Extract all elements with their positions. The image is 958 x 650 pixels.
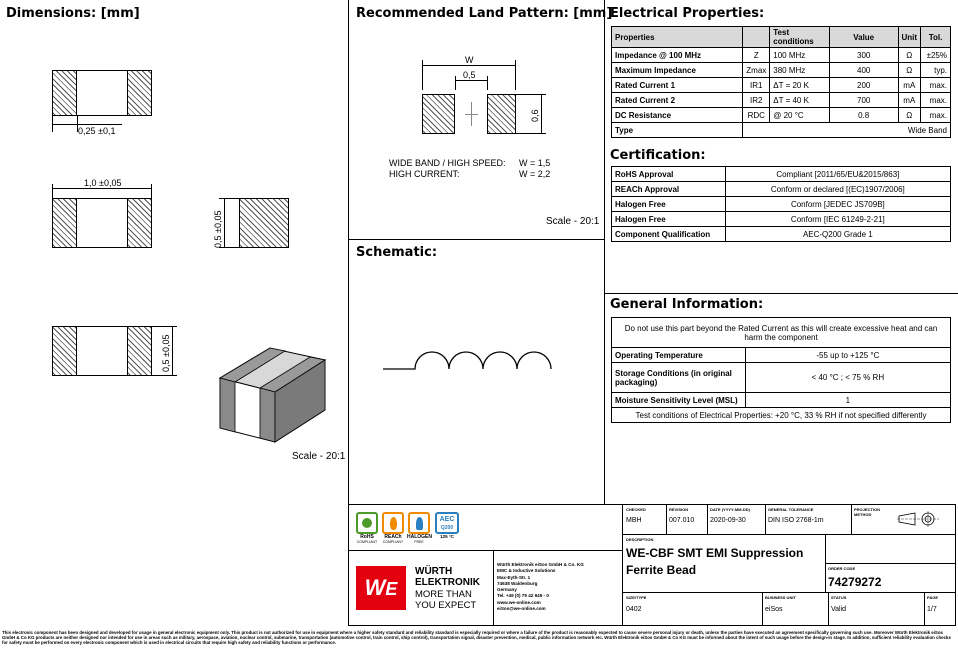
chip-top-view-2	[52, 198, 152, 248]
brand-name-1: WÜRTH	[415, 566, 453, 577]
company-address: Würth Elektronik eiSos GmbH & Co. KG EMC & Inductive Solutions Max-Eyth-Str. 1 74638 Waldenburg Germany Tel. +49 (0) 79 42 945 - 0 www.we-online.com eiSos@we-online.com	[497, 562, 584, 612]
revision-label: REVISION	[669, 507, 689, 512]
lp-w-label: W	[465, 55, 474, 65]
we-logo: WE	[356, 566, 406, 610]
projection-icon	[897, 510, 939, 528]
land-pattern-title: Recommended Land Pattern: [mm]	[356, 6, 613, 21]
checked-label: CHECKED	[626, 507, 646, 512]
status-value: Valid	[831, 606, 847, 613]
halogen-icon	[408, 512, 430, 534]
aec-icon: AEC Q200	[435, 512, 459, 534]
dim-length: 1,0 ±0,05	[84, 178, 122, 188]
lp-gap: 0,5	[463, 70, 476, 80]
order-value: 74279272	[828, 575, 882, 589]
aec-badge: AEC Q200 125 °C	[434, 512, 460, 548]
tagline-2: YOU EXPECT	[415, 600, 477, 611]
table-row: RoHS Approval Compliant [2011/65/EU&2015/863]	[612, 167, 951, 182]
table-row: Moisture Sensitivity Level (MSL) 1	[612, 393, 951, 408]
lp-height: 0,6	[530, 109, 540, 122]
table-row: Maximum Impedance Zmax 380 MHz 400 Ω typ.	[612, 63, 951, 78]
date-label: DATE (YYYY-MM-DD)	[710, 507, 750, 512]
reach-icon	[382, 512, 404, 534]
general-warning: Do not use this part beyond the Rated Current as this will create excessive heat and can harm the component	[612, 318, 951, 348]
land-pad-right	[487, 94, 516, 134]
table-row: Rated Current 1 IR1 ΔT = 20 K 200 mA max.	[612, 78, 951, 93]
description-line1: WE-CBF SMT EMI Suppression	[626, 546, 804, 560]
page-label: PAGE	[927, 595, 939, 600]
dim-termination: 0,25 ±0,1	[78, 126, 116, 136]
divider-left	[348, 0, 349, 505]
footer-disclaimer: This electronic component has been designed and developed for usage in general electronic equipment only. This product is not authorized for use in equipment where a higher safety standard and reliability standard is especially required or where a failure of the product is reasonably expected to cause severe personal injury or death, unless the parties have executed an agreement specifically governing such use. Moreover Würth Elektronik eiSos GmbH & Co KG products are neither designed nor intended for use in areas such as military, aerospace, aviation, nuclear control, submarine, transportation (automotive control, train control, ship control), transportation signal, disaster prevention, medical, public information network etc. Würth Elektronik eiSos GmbH & Co KG must be informed about the intent of such usage before the design-in stage. In addition, sufficient reliability evaluation checks for safety must be performed on every electronic component which is used in electrical circuits that require high safety and reliability functions or performance.	[2, 630, 951, 645]
header-properties: Properties	[612, 27, 743, 48]
chip-3d-view	[215, 330, 330, 445]
checked-value: MBH	[626, 517, 642, 524]
electrical-header-row	[612, 27, 951, 48]
tolerance-value: DIN ISO 2768-1m	[768, 517, 824, 524]
lp-note2-right: W = 2,2	[519, 169, 551, 179]
rohs-badge: RoHS COMPLIANT	[355, 512, 379, 548]
table-row: Impedance @ 100 MHz Z 100 MHz 300 Ω ±25%	[612, 48, 951, 63]
dimensions-title: Dimensions: [mm]	[6, 6, 140, 21]
inductor-symbol	[383, 345, 553, 375]
revision-value: 007.010	[669, 517, 695, 524]
projection-label: PROJECTION METHOD	[854, 507, 881, 517]
certification-table	[611, 166, 951, 242]
header-value: Value	[829, 27, 898, 48]
table-row: Type Wide Band	[612, 123, 951, 138]
size-label: SIZE/TYPE	[626, 595, 647, 600]
table-row: Storage Conditions (in original packaging) < 40 °C ; < 75 % RH	[612, 363, 951, 393]
header-unit: Unit	[898, 27, 921, 48]
halogen-badge: HALOGEN FREE	[407, 512, 431, 548]
description-line2: Ferrite Bead	[626, 563, 697, 577]
chip-front-view	[52, 326, 152, 376]
reach-badge: REACh COMPLIANT	[381, 512, 405, 548]
chip-top-view	[52, 70, 152, 116]
status-label: STATUS	[831, 595, 847, 600]
divider-right	[604, 0, 605, 505]
table-row: Halogen Free Conform [JEDEC JS709B]	[612, 197, 951, 212]
page-value: 1/7	[927, 606, 937, 613]
table-row	[612, 408, 951, 423]
description-label: DESCRIPTION	[626, 537, 654, 542]
business-label: BUSINESS UNIT	[765, 595, 796, 600]
electrical-table	[611, 26, 951, 138]
general-title: General Information:	[610, 297, 764, 312]
table-row: Operating Temperature -55 up to +125 °C	[612, 348, 951, 363]
dimensions-scale: Scale - 20:1	[292, 451, 346, 462]
order-label: ORDER CODE	[828, 566, 856, 571]
electrical-title: Electrical Properties:	[610, 6, 765, 21]
lp-note1-right: W = 1,5	[519, 158, 551, 168]
table-row	[612, 318, 951, 348]
business-value: eiSos	[765, 606, 783, 613]
lp-note1-left: WIDE BAND / HIGH SPEED:	[389, 158, 506, 168]
chip-side-view	[239, 198, 289, 248]
lp-scale: Scale - 20:1	[546, 216, 600, 227]
dim-width: 0,5 ±0,05	[161, 334, 171, 372]
lp-note2-left: HIGH CURRENT:	[389, 169, 460, 179]
header-symbol	[743, 27, 770, 48]
general-table	[611, 317, 951, 423]
rohs-icon	[356, 512, 378, 534]
tolerance-label: GENERAL TOLERANCE	[768, 507, 814, 512]
date-value: 2020-09-30	[710, 517, 746, 524]
dim-height: 0,5 ±0,05	[213, 210, 223, 248]
size-value: 0402	[626, 606, 642, 613]
tagline-1: MORE THAN	[415, 589, 472, 600]
schematic-title: Schematic:	[356, 245, 438, 260]
divider-general	[604, 293, 958, 294]
certification-title: Certification:	[610, 148, 706, 163]
table-row: Rated Current 2 IR2 ΔT = 40 K 700 mA max.	[612, 93, 951, 108]
table-row: Halogen Free Conform [IEC 61249-2-21]	[612, 212, 951, 227]
table-row: REACh Approval Conform or declared [(EC)1907/2006]	[612, 182, 951, 197]
general-note: Test conditions of Electrical Properties: +20 °C, 33 % RH if not specified differently	[612, 408, 951, 423]
divider-schematic	[348, 239, 605, 240]
header-conditions: Test conditions	[770, 27, 830, 48]
table-row: Component Qualification AEC-Q200 Grade 1	[612, 227, 951, 242]
brand-name-2: ELEKTRONIK	[415, 577, 480, 588]
header-tol: Tol.	[921, 27, 951, 48]
table-row: DC Resistance RDC @ 20 °C 0.8 Ω max.	[612, 108, 951, 123]
land-pad-left	[422, 94, 455, 134]
